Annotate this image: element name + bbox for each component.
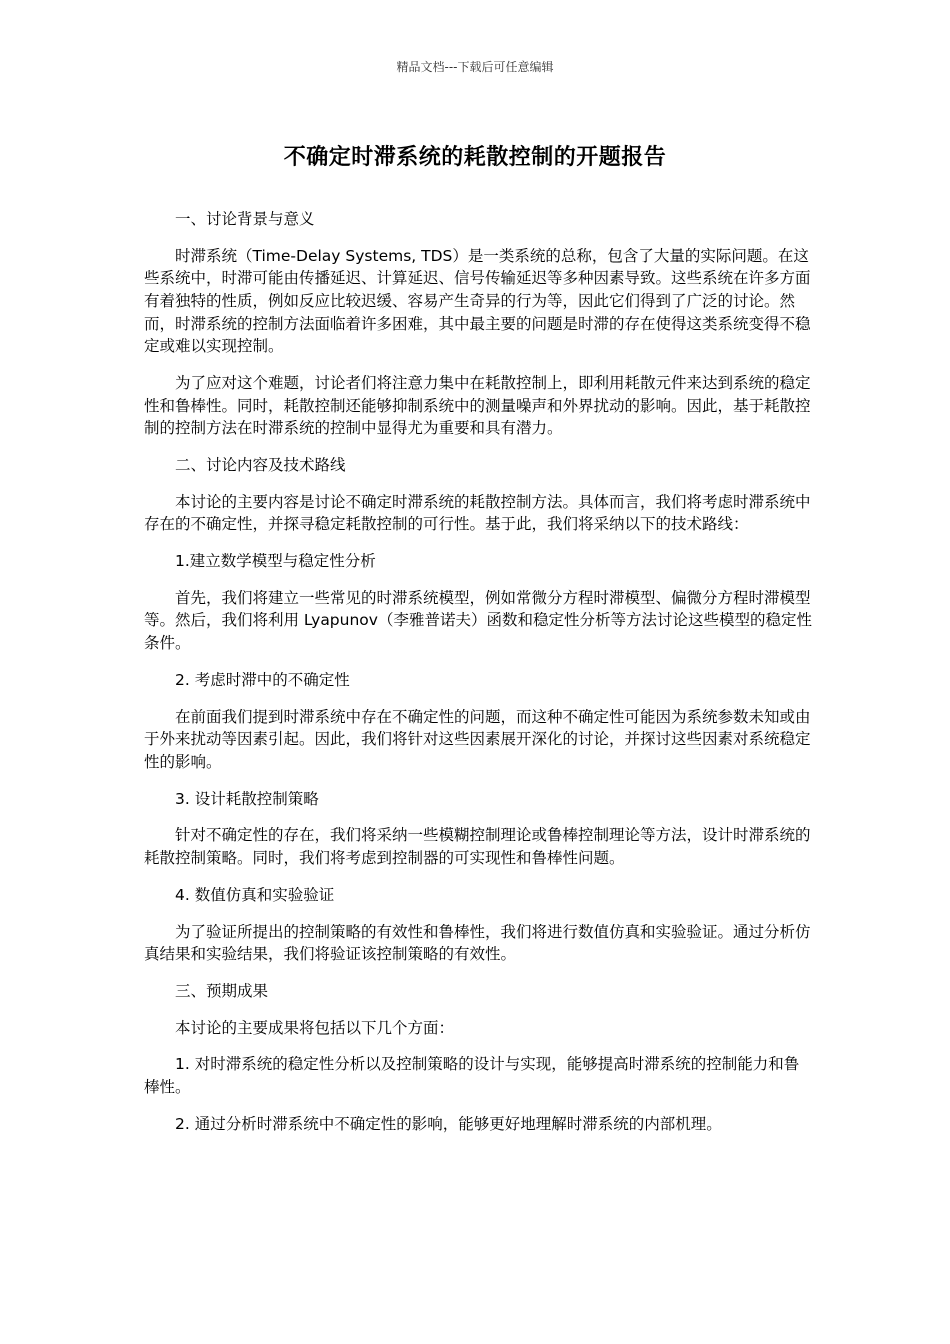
page-header-watermark: 精品文档---下载后可任意编辑 (396, 60, 554, 74)
outcome-item-1: 1. 对时滞系统的稳定性分析以及控制策略的设计与实现，能够提高时滞系统的控制能力和鲁棒性。 (144, 1055, 800, 1097)
section-heading-background: 一、讨论背景与意义 (175, 210, 315, 228)
subheading-control-design: 3. 设计耗散控制策略 (175, 789, 319, 808)
outcome-item-2: 2. 通过分析时滞系统中不确定性的影响，能够更好地理解时滞系统的内部机理。 (175, 1114, 722, 1133)
section-heading-content: 二、讨论内容及技术路线 (175, 455, 346, 474)
paragraph-outcomes-intro: 本讨论的主要成果将包括以下几个方面： (175, 1018, 455, 1037)
paragraph-control-design: 针对不确定性的存在，我们将采纳一些模糊控制理论或鲁棒控制理论等方法，设计时滞系统的耗散控制策略。同时，我们将考虑到控制器的可实现性和鲁棒性问题。 (144, 826, 811, 867)
subheading-uncertainty: 2. 考虑时滞中的不确定性 (175, 670, 350, 689)
paragraph-simulation: 为了验证所提出的控制策略的有效性和鲁棒性，我们将进行数值仿真和实验验证。通过分析仿真结果和实验结果，我们将验证该控制策略的有效性。 (144, 922, 811, 964)
paragraph-background-1: 时滞系统（Time-Delay Systems, TDS）是一类系统的总称，包含了大量的实际问题。在这些系统中，时滞可能由传播延迟、计算延迟、信号传输延迟等多种因素导致。这些系统在许多方面有着独特的性质，例如反应比较迟缓、容易产生奇异的行为等，因此它们得到了广泛的讨论。然而，时滞系统的控制方法面临着许多困难，其中最主要的问题是时滞的存在使得这类系统变得不稳定或难以实现控制。 (144, 246, 811, 356)
subheading-simulation: 4. 数值仿真和实验验证 (175, 885, 335, 904)
document-title: 不确定时滞系统的耗散控制的开题报告 (283, 145, 667, 170)
paragraph-content-intro: 本讨论的主要内容是讨论不确定时滞系统的耗散控制方法。具体而言，我们将考虑时滞系统中存在的不确定性，并探寻稳定耗散控制的可行性。基于此，我们将采纳以下的技术路线： (144, 492, 811, 534)
document-body (144, 208, 812, 1150)
paragraph-modeling: 首先，我们将建立一些常见的时滞系统模型，例如常微分方程时滞模型、偏微分方程时滞模型等。然后，我们将利用 Lyapunov（李雅普诺夫）函数和稳定性分析等方法讨论这些模型的稳定性条件。 (144, 588, 812, 653)
subheading-modeling: 1.建立数学模型与稳定性分析 (175, 552, 376, 571)
section-heading-outcomes: 三、预期成果 (175, 981, 269, 1000)
paragraph-uncertainty: 在前面我们提到时滞系统中存在不确定性的问题，而这种不确定性可能因为系统参数未知或由于外来扰动等因素引起。因此，我们将针对这些因素展开深化的讨论，并探讨这些因素对系统稳定性的影响。 (144, 707, 811, 771)
paragraph-background-2: 为了应对这个难题，讨论者们将注意力集中在耗散控制上，即利用耗散元件来达到系统的稳定性和鲁棒性。同时，耗散控制还能够抑制系统中的测量噪声和外界扰动的影响。因此，基于耗散控制的控制方法在时滞系统的控制中显得尤为重要和具有潜力。 (144, 373, 811, 438)
